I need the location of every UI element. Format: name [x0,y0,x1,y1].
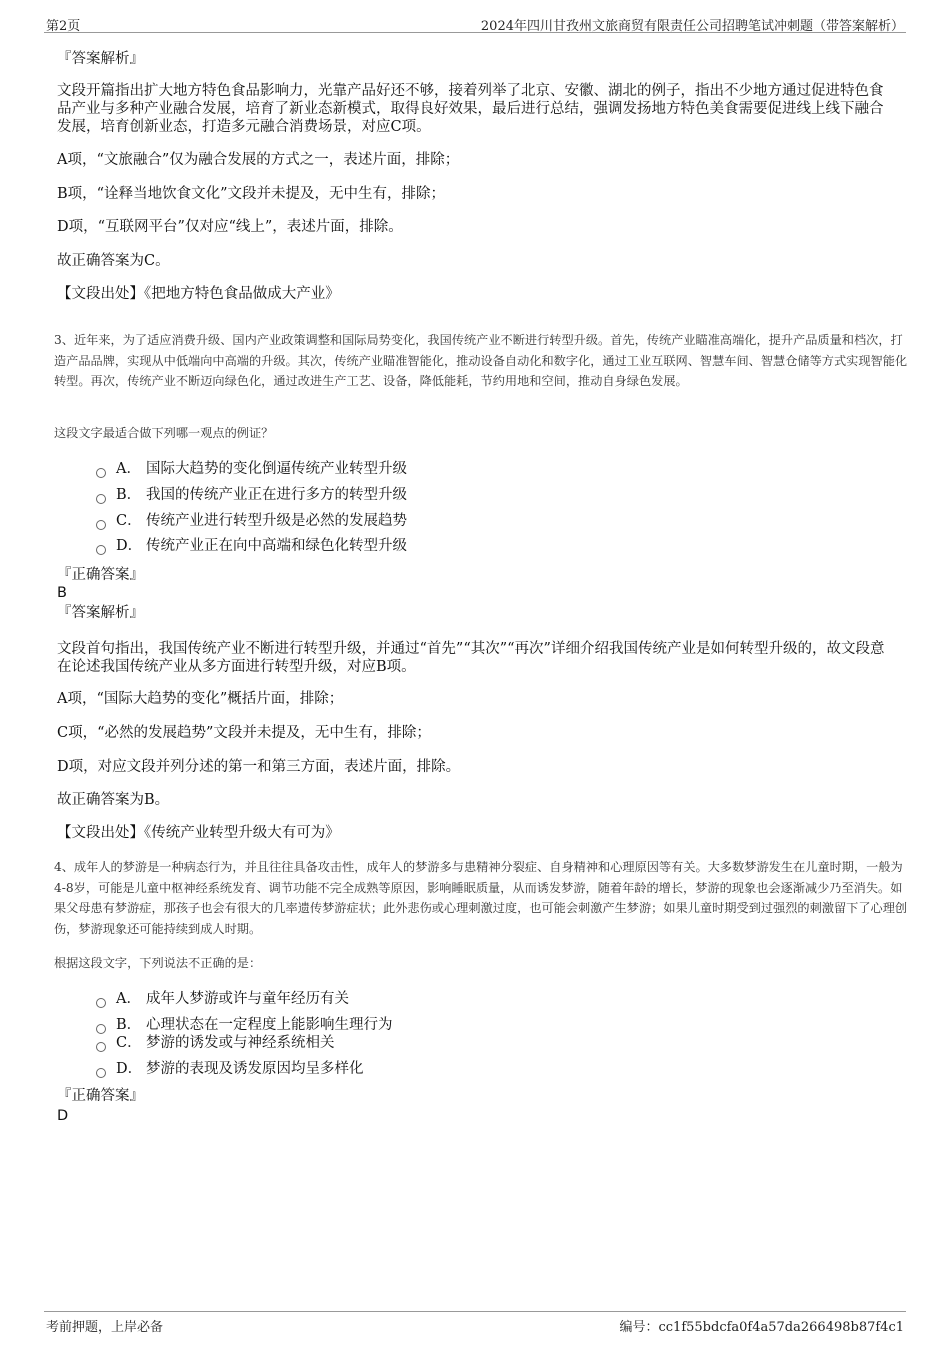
radio-button[interactable] [96,520,106,530]
q2-conclusion: 故正确答案为C。 [57,253,170,269]
option-text: 心理状态在一定程度上能影响生理行为 [146,1017,393,1033]
q4-option-d[interactable] [96,1059,364,1079]
q3-analysis-text: 文段首句指出，我国传统产业不断进行转型升级，并通过“首先”“其次”“再次”详细介绍我国传统产业是如何转型升级的，故文段意在论述我国传统产业从多方面进行转型升级，对应B项。 [57,641,885,675]
q2-analysis-label: 『答案解析』 [57,51,144,67]
radio-button[interactable] [96,1042,106,1052]
q4-option-b[interactable] [96,1015,393,1035]
q3-option-a[interactable] [96,459,407,479]
q4-stem: 4、成年人的梦游是一种病态行为，并且往往具备攻击性，成年人的梦游多与患精神分裂症、自身精神和心理原因等有关。大多数梦游发生在儿童时期，一般为4-8岁，可能是儿童中枢神经系统发育、调节功能不完全成熟等原因，影响睡眠质量，从而诱发梦游，随着年龄的增长，梦游的现象也会逐渐减少乃至消失。如果父母患有梦游症，那孩子也会有很大的几率遗传梦游症状；此外悲伤或心理刺激过度，也可能会刺激产生梦游；如果儿童时期受到过强烈的刺激留下了心理创伤，梦游现象还可能持续到成人时期。 [54,860,908,936]
q3-option-a-explanation: A项，“国际大趋势的变化”概括片面，排除； [57,691,344,707]
radio-button[interactable] [96,468,106,478]
option-text: 我国的传统产业正在进行多方的转型升级 [146,487,407,503]
q3-answer: B [57,585,67,601]
radio-button[interactable] [96,998,106,1008]
page-number: 第2页 [46,19,81,34]
page-footer [44,1311,906,1336]
document-code: 编号：cc1f55bdcfa0f4a57da266498b87f4c1 [619,1320,904,1335]
option-text: 国际大趋势的变化倒逼传统产业转型升级 [146,461,407,477]
radio-button[interactable] [96,494,106,504]
footer-slogan: 考前押题，上岸必备 [46,1320,164,1335]
radio-button[interactable] [96,1068,106,1078]
option-letter: A． [116,991,141,1007]
option-letter: D． [116,538,143,554]
option-text: 成年人梦游或许与童年经历有关 [146,991,349,1007]
q3-answer-label: 『正确答案』 [57,567,144,583]
q4-question: 根据这段文字，下列说法不正确的是： [54,956,262,970]
q3-option-d-explanation: D项，对应文段并列分述的第一和第三方面，表述片面，排除。 [57,759,461,775]
q3-option-c-explanation: C项，“必然的发展趋势”文段并未提及，无中生有，排除； [57,725,431,741]
option-letter: B． [116,1017,142,1033]
option-letter: A． [116,461,141,477]
option-letter: B． [116,487,142,503]
q4-option-c[interactable] [96,1033,335,1053]
q3-question: 这段文字最适合做下列哪一观点的例证？ [54,426,274,440]
q3-option-b[interactable] [96,485,407,505]
q2-source: 【文段出处】《把地方特色食品做成大产业》 [57,286,340,302]
option-text: 梦游的诱发或与神经系统相关 [146,1035,335,1051]
option-text: 传统产业正在向中高端和绿色化转型升级 [146,538,407,554]
q3-source: 【文段出处】《传统产业转型升级大有可为》 [57,825,340,841]
q3-conclusion: 故正确答案为B。 [57,792,170,808]
option-text: 传统产业进行转型升级是必然的发展趋势 [146,513,407,529]
q2-option-d-explanation: D项，“互联网平台”仅对应“线上”，表述片面，排除。 [57,219,403,235]
option-letter: D． [116,1061,143,1077]
q2-option-a-explanation: A项，“文旅融合”仅为融合发展的方式之一，表述片面，排除； [57,152,460,168]
q3-stem: 3、近年来，为了适应消费升级、国内产业政策调整和国际局势变化，我国传统产业不断进行转型升级。首先，传统产业瞄准高端化，提升产品质量和档次，打造产品品牌，实现从中低端向中高端的升级。其次，传统产业瞄准智能化，推动设备自动化和数字化，通过工业互联网、智慧车间、智慧仓储等方式实现智能化转型。再次，传统产业不断迈向绿色化，通过改进生产工艺、设备，降低能耗，节约用地和空间，推动自身绿色发展。 [54,333,908,388]
option-letter: C． [116,513,142,529]
q3-option-c[interactable] [96,511,407,531]
document-title: 2024年四川甘孜州文旅商贸有限责任公司招聘笔试冲刺题（带答案解析） [480,19,904,34]
q3-analysis-label: 『答案解析』 [57,605,144,621]
q2-analysis-text: 文段开篇指出扩大地方特色食品影响力，光靠产品好还不够，接着列举了北京、安徽、湖北的例子，指出不少地方通过促进特色食品产业与多种产业融合发展，培育了新业态新模式，取得良好效果，最后进行总结，强调发扬地方特色美食需要促进线上线下融合发展，培育创新业态，打造多元融合消费场景，对应C项。 [57,83,884,135]
q3-option-d[interactable] [96,536,407,556]
q2-option-b-explanation: B项，“诠释当地饮食文化”文段并未提及，无中生有，排除； [57,186,445,202]
option-text: 梦游的表现及诱发原因均呈多样化 [146,1061,364,1077]
option-letter: C． [116,1035,142,1051]
page-header [44,14,906,33]
q4-answer: D [57,1108,69,1124]
q4-option-a[interactable] [96,989,349,1009]
radio-button[interactable] [96,545,106,555]
q4-answer-label: 『正确答案』 [57,1088,144,1104]
